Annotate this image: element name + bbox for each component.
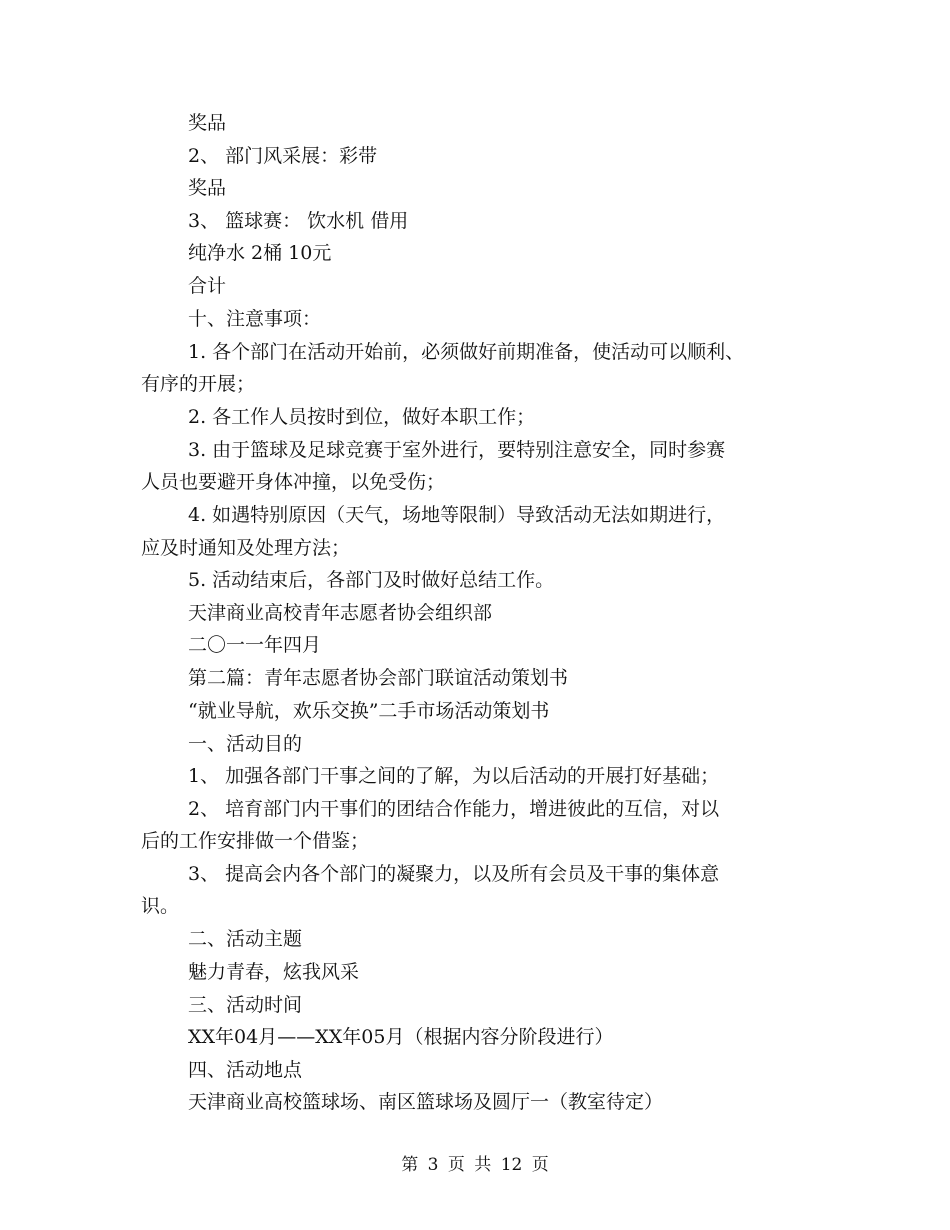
list-item: 2. 各工作人员按时到位，做好本职工作； <box>188 406 536 428</box>
text-line: 天津商业高校篮球场、南区篮球场及圆厅一（教室待定） <box>188 1091 664 1113</box>
list-item: 1. 各个部门在活动开始前，必须做好前期准备，使活动可以顺利、 <box>188 341 745 363</box>
list-item: 2、 培育部门内干事们的团结合作能力，增进彼此的互信，对以 <box>188 798 720 820</box>
list-item-continuation: 人员也要避开身体冲撞，以免受伤； <box>141 471 446 493</box>
list-item: 5. 活动结束后，各部门及时做好总结工作。 <box>188 569 555 591</box>
list-item-continuation: 识。 <box>141 895 180 917</box>
list-item: 4. 如遇特别原因（天气，场地等限制）导致活动无法如期进行， <box>188 504 726 526</box>
section-heading: 三、活动时间 <box>188 994 303 1016</box>
page-number-footer: 第 3 页 共 12 页 <box>401 1155 549 1175</box>
signature-organization: 天津商业高校青年志愿者协会组织部 <box>188 602 493 624</box>
text-line: 奖品 <box>188 112 227 134</box>
text-line: 魅力青春，炫我风采 <box>188 961 360 983</box>
section-heading: 四、活动地点 <box>188 1059 303 1081</box>
list-item: 1、 加强各部门干事之间的了解，为以后活动的开展打好基础； <box>188 765 720 787</box>
text-line: XX年04月——XX年05月（根据内容分阶段进行） <box>188 1026 614 1048</box>
section-heading: 一、活动目的 <box>188 733 303 755</box>
text-line: 奖品 <box>188 177 227 199</box>
section-heading: 十、注意事项： <box>188 308 322 330</box>
list-item-continuation: 有序的开展； <box>141 373 256 395</box>
text-line: 合计 <box>188 275 227 297</box>
list-item: 3. 由于篮球及足球竞赛于室外进行，要特别注意安全，同时参赛 <box>188 439 726 461</box>
list-item: 3、 提高会内各个部门的凝聚力，以及所有会员及干事的集体意 <box>188 863 720 885</box>
text-line: 3、 篮球赛： 饮水机 借用 <box>188 210 409 232</box>
chapter-title: 第二篇：青年志愿者协会部门联谊活动策划书 <box>188 667 569 689</box>
list-item-continuation: 后的工作安排做一个借鉴； <box>141 830 370 852</box>
text-line: 2、 部门风采展：彩带 <box>188 145 378 167</box>
document-title: “就业导航，欢乐交换”二手市场活动策划书 <box>188 700 550 722</box>
list-item-continuation: 应及时通知及处理方法； <box>141 537 351 559</box>
section-heading: 二、活动主题 <box>188 928 303 950</box>
signature-date: 二〇一一年四月 <box>188 634 322 656</box>
text-line: 纯净水 2桶 10元 <box>188 242 332 264</box>
